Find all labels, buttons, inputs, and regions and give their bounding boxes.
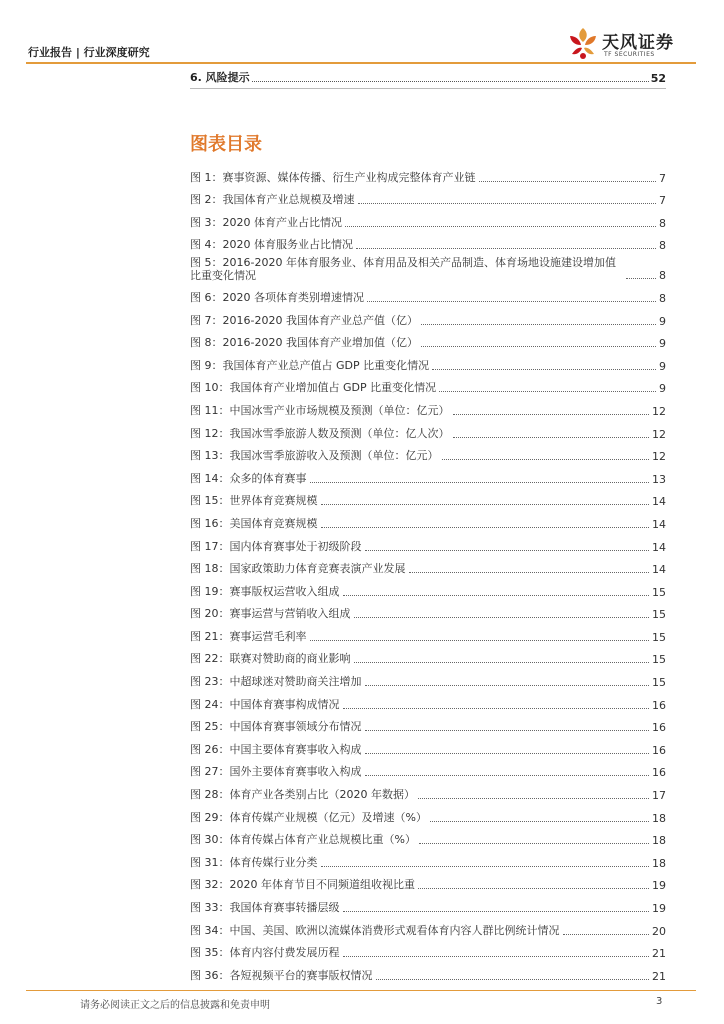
company-logo <box>566 24 676 66</box>
toc-entry-page: 21 <box>652 969 666 983</box>
dot-leader <box>419 843 649 844</box>
toc-entry[interactable] <box>190 508 666 531</box>
toc-entry-page: 14 <box>652 563 666 577</box>
toc-entry[interactable] <box>190 825 666 848</box>
toc-entry-page: 14 <box>652 540 666 554</box>
toc-entry-label: 图 16：美国体育竞赛规模 <box>190 516 318 530</box>
toc-entry[interactable] <box>190 350 666 373</box>
dot-leader <box>343 708 650 709</box>
toc-entry-label: 图 4：2020 体育服务业占比情况 <box>190 238 353 252</box>
toc-entry-label: 图 26：中国主要体育赛事收入构成 <box>190 742 362 756</box>
header-divider <box>26 62 696 64</box>
toc-entry-label: 图 32：2020 年体育节目不同频道组收视比重 <box>190 878 415 892</box>
toc-entry[interactable] <box>190 644 666 667</box>
dot-leader <box>421 324 656 325</box>
dot-leader <box>626 278 656 279</box>
toc-entry-page: 18 <box>652 834 666 848</box>
toc-entry[interactable] <box>190 252 666 282</box>
toc-entry-label: 图 3：2020 体育产业占比情况 <box>190 215 342 229</box>
toc-entry[interactable] <box>190 576 666 599</box>
toc-entry-page: 9 <box>659 382 666 396</box>
dot-leader <box>343 911 650 912</box>
toc-entry-label: 图 13：我国冰雪季旅游收入及预测（单位：亿元） <box>190 449 439 463</box>
dot-leader <box>321 527 650 528</box>
toc-entry-label: 图 23：中超球迷对赞助商关注增加 <box>190 675 362 689</box>
dot-leader <box>365 550 650 551</box>
toc-entry-label: 图 21：赛事运营毛利率 <box>190 629 307 643</box>
dot-leader <box>376 979 650 980</box>
toc-entry-label: 图 10：我国体育产业增加值占 GDP 比重变化情况 <box>190 381 437 395</box>
toc-entry-page: 13 <box>652 472 666 486</box>
dot-leader <box>418 888 649 889</box>
toc-entry-page: 16 <box>652 698 666 712</box>
toc-entry[interactable] <box>190 531 666 554</box>
toc-entry[interactable] <box>190 621 666 644</box>
toc-entry-label: 图 12：我国冰雪季旅游人数及预测（单位：亿人次） <box>190 426 450 440</box>
toc-entry-page: 8 <box>659 291 666 305</box>
toc-entry[interactable] <box>190 666 666 689</box>
toc-entry-label: 图 22：联赛对赞助商的商业影响 <box>190 652 351 666</box>
toc-entry[interactable] <box>190 441 666 464</box>
toc-entry-page: 8 <box>659 269 666 283</box>
toc-entry[interactable] <box>190 418 666 441</box>
dot-leader <box>432 369 656 370</box>
toc-entry-page: 12 <box>652 404 666 418</box>
toc-entry-label: 6. 风险提示 <box>190 71 250 84</box>
toc-entry-page: 14 <box>652 495 666 509</box>
toc-entry-label: 图 19：赛事版权运营收入组成 <box>190 584 340 598</box>
toc-entry-page: 9 <box>659 314 666 328</box>
toc-entry[interactable] <box>190 230 666 253</box>
toc-entry-label: 图 17：国内体育赛事处于初级阶段 <box>190 539 362 553</box>
toc-entry[interactable] <box>190 734 666 757</box>
dot-leader <box>321 866 650 867</box>
dot-leader <box>479 181 657 182</box>
toc-entry[interactable] <box>190 757 666 780</box>
toc-entry[interactable] <box>190 207 666 230</box>
toc-entry-label: 图 34：中国、美国、欧洲以流媒体消费形式观看体育内容人群比例统计情况 <box>190 923 560 937</box>
dot-leader <box>365 685 650 686</box>
toc-entry[interactable] <box>190 847 666 870</box>
dot-leader <box>343 956 650 957</box>
logo-text-cn: 天风证券 <box>602 33 674 53</box>
toc-entry-label: 图 11：中国冰雪产业市场规模及预测（单位：亿元） <box>190 403 450 417</box>
toc-entry-page: 12 <box>652 450 666 464</box>
toc-entry[interactable] <box>190 870 666 893</box>
dot-leader <box>421 346 656 347</box>
figure-list-title: 图表目录 <box>190 134 262 155</box>
toc-entry[interactable] <box>190 554 666 577</box>
toc-entry-page: 15 <box>652 653 666 667</box>
toc-entry[interactable] <box>190 463 666 486</box>
dot-leader <box>418 798 649 799</box>
toc-entry-label: 图 18：国家政策助力体育竞赛表演产业发展 <box>190 562 406 576</box>
toc-entry-page: 15 <box>652 630 666 644</box>
toc-entry-label: 图 27：国外主要体育赛事收入构成 <box>190 765 362 779</box>
toc-entry[interactable] <box>190 960 666 983</box>
toc-entry[interactable] <box>190 185 666 208</box>
dot-leader <box>365 775 650 776</box>
logo-text-en: TF SECURITIES <box>604 51 655 58</box>
toc-entry-label: 图 2：我国体育产业总规模及增速 <box>190 193 355 207</box>
dot-leader <box>439 391 656 392</box>
toc-entry-label: 图 7：2016-2020 我国体育产业总产值（亿） <box>190 313 418 327</box>
toc-entry-label: 图 14：众多的体育赛事 <box>190 471 307 485</box>
toc-entry-page: 21 <box>652 947 666 961</box>
dot-leader <box>365 753 650 754</box>
dot-leader <box>453 414 650 415</box>
toc-entry[interactable] <box>190 162 666 185</box>
toc-entry[interactable] <box>190 938 666 961</box>
toc-entry[interactable] <box>190 689 666 712</box>
dot-leader <box>367 301 656 302</box>
dot-leader <box>358 203 657 204</box>
toc-entry-label: 图 35：体育内容付费发展历程 <box>190 946 340 960</box>
logo-mark-icon <box>566 24 600 62</box>
dot-leader <box>345 226 656 227</box>
toc-entry-label: 图 25：中国体育赛事领域分布情况 <box>190 720 362 734</box>
toc-entry-page: 16 <box>652 721 666 735</box>
toc-entry[interactable] <box>190 599 666 622</box>
toc-entry-label: 图 20：赛事运营与营销收入组成 <box>190 607 351 621</box>
footer-disclaimer: 请务必阅读正文之后的信息披露和免责申明 <box>80 1000 270 1011</box>
dot-leader <box>310 640 650 641</box>
toc-entry-page: 14 <box>652 517 666 531</box>
toc-entry-label: 图 15：世界体育竞赛规模 <box>190 494 318 508</box>
toc-entry-label: 图 33：我国体育赛事转播层级 <box>190 901 340 914</box>
dot-leader <box>321 504 650 505</box>
toc-entry-page: 15 <box>652 585 666 599</box>
toc-entry-page: 20 <box>652 924 666 938</box>
toc-entry-label: 图 24：中国体育赛事构成情况 <box>190 697 340 711</box>
toc-entry[interactable] <box>190 328 666 351</box>
toc-entry-page: 17 <box>652 789 666 803</box>
toc-entry[interactable] <box>190 305 666 328</box>
toc-entry-page: 8 <box>659 239 666 253</box>
dot-leader <box>453 437 650 438</box>
toc-entry-label: 图 5：2016-2020 年体育服务业、体育用品及相关产品制造、体育场地设施建设增加值比重变化情况 <box>190 256 616 283</box>
toc-entry-page: 8 <box>659 216 666 230</box>
figure-list <box>190 162 666 983</box>
toc-entry-page: 7 <box>659 171 666 185</box>
dot-leader <box>310 482 650 483</box>
toc-entry[interactable] <box>190 892 666 915</box>
toc-entry[interactable] <box>190 282 666 305</box>
toc-entry-page: 12 <box>652 427 666 441</box>
page-number: 3 <box>656 996 663 1007</box>
toc-entry-page: 52 <box>650 72 666 85</box>
toc-entry[interactable] <box>190 395 666 418</box>
toc-entry-label: 图 31：体育传媒行业分类 <box>190 855 318 869</box>
toc-entry-page: 15 <box>652 676 666 690</box>
toc-entry[interactable] <box>190 712 666 735</box>
toc-entry[interactable] <box>190 373 666 396</box>
toc-entry[interactable] <box>190 486 666 509</box>
toc-entry[interactable] <box>190 802 666 825</box>
toc-entry-page: 16 <box>652 766 666 780</box>
dot-leader <box>356 248 656 249</box>
toc-entry-label: 图 1：赛事资源、媒体传播、衍生产业构成完整体育产业链 <box>190 170 476 184</box>
toc-entry-page: 7 <box>659 194 666 208</box>
dot-leader <box>430 821 649 822</box>
dot-leader <box>409 572 650 573</box>
toc-entry-label: 图 9：我国体育产业总产值占 GDP 比重变化情况 <box>190 358 430 372</box>
footer-divider <box>26 990 696 991</box>
dot-leader <box>563 934 650 935</box>
toc-entry-page: 19 <box>652 879 666 893</box>
toc-entry-label: 图 36：各短视频平台的赛事版权情况 <box>190 968 373 982</box>
toc-entry-label: 图 28：体育产业各类别占比（2020 年数据） <box>190 788 415 802</box>
dot-leader <box>365 730 650 731</box>
dot-leader <box>354 662 650 663</box>
toc-entry-label: 图 8：2016-2020 我国体育产业增加值（亿） <box>190 336 418 350</box>
toc-entry-label: 图 30：体育传媒占体育产业总规模比重（%） <box>190 833 416 847</box>
dot-leader <box>354 617 650 618</box>
toc-entry-page: 18 <box>652 811 666 825</box>
toc-entry[interactable] <box>190 915 666 938</box>
toc-entry-page: 9 <box>659 359 666 373</box>
toc-entry[interactable] <box>190 779 666 802</box>
divider <box>190 88 666 89</box>
toc-entry-page: 16 <box>652 743 666 757</box>
dot-leader <box>343 595 650 596</box>
toc-entry-page: 15 <box>652 608 666 622</box>
toc-entry-page: 19 <box>652 902 666 915</box>
toc-entry-risk[interactable] <box>190 69 666 85</box>
toc-entry-label: 图 29：体育传媒产业规模（亿元）及增速（%） <box>190 810 427 824</box>
toc-entry-page: 9 <box>659 337 666 351</box>
toc-entry-label: 图 6：2020 各项体育类别增速情况 <box>190 290 364 304</box>
report-category-label: 行业报告 | 行业深度研究 <box>28 46 150 59</box>
toc-entry-page: 18 <box>652 856 666 870</box>
dot-leader <box>252 81 649 82</box>
dot-leader <box>442 459 650 460</box>
